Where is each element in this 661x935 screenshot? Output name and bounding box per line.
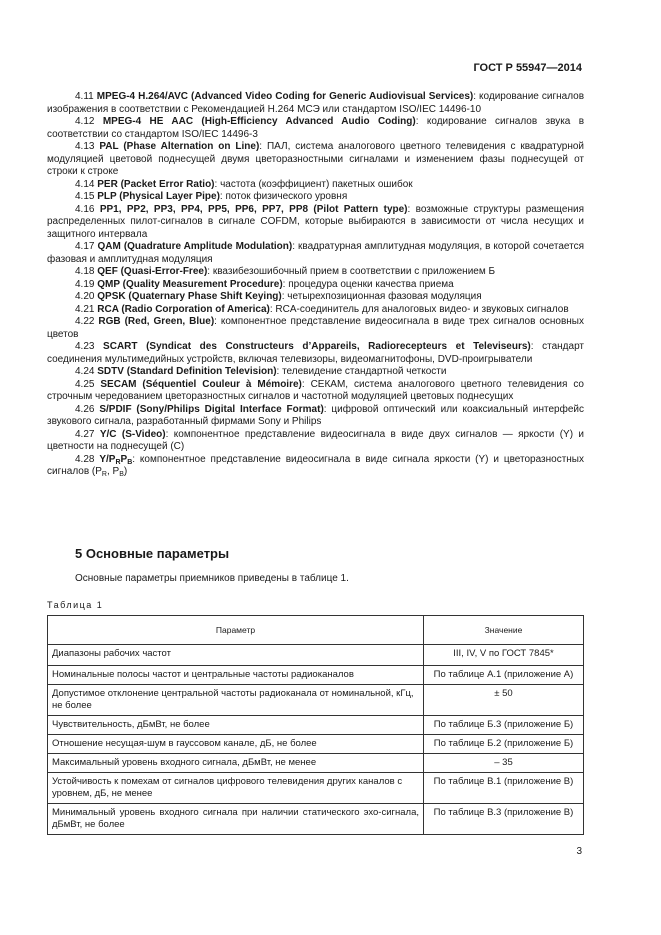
definition-item: 4.21 RCA (Radio Corporation of America): RCA-соединитель для аналоговых видео- и звуковых сигналов	[75, 303, 569, 315]
table-row	[48, 754, 584, 773]
document-code: ГОСТ Р 55947—2014	[473, 62, 582, 74]
table-caption: Таблица 1	[47, 600, 104, 610]
definition-item: 4.28 $Y/P_RP_B$: компонентное представление видеосигнала в виде сигнала яркости (Y) и цветоразностных сигналов ($P_R$, $P_B$)	[47, 453, 584, 478]
table-row	[48, 773, 584, 804]
table-row	[48, 685, 584, 716]
parameter-cell: Номинальные полосы частот и центральные частоты радиоканалов	[48, 666, 424, 685]
value-cell: III, IV, V по ГОСТ 7845*	[424, 645, 584, 666]
table-row	[48, 716, 584, 735]
section-heading: 5 Основные параметры	[75, 546, 230, 561]
definitions-list	[47, 91, 584, 479]
definition-item: 4.24 SDTV (Standard Definition Television): телевидение стандартной четкости	[75, 366, 447, 377]
value-cell: По таблице В.1 (приложение В)	[424, 773, 584, 804]
table-row	[48, 735, 584, 754]
parameter-cell: Отношение несущая-шум в гауссовом канале, дБ, не более	[48, 735, 424, 754]
value-cell: По таблице Б.2 (приложение Б)	[424, 735, 584, 754]
value-cell: По таблице Б.3 (приложение Б)	[424, 716, 584, 735]
definition-item: 4.19 QMP (Quality Measurement Procedure): процедура оценки качества приема	[75, 278, 454, 290]
definition-item: 4.16 PP1, PP2, PP3, PP4, PP5, PP6, PP7, PP8 (Pilot Pattern type): возможные структуры размещения распределенных пилот-сигналов в сигнале COFDM, которые выбираются в зависимости от числа несущих и защитного интервала	[47, 203, 584, 240]
definition-item: 4.27 Y/C (S-Video): компонентное представление видеосигнала в виде двух сигналов — яркости (Y) и цветности на поднесущей (С)	[47, 428, 585, 452]
table-header-row	[48, 616, 584, 645]
table-row	[48, 645, 584, 666]
definition-item: 4.17 QAM (Quadrature Amplitude Modulation): квадратурная амплитудная модуляция, в которой сочетается фазовая и амплитудная модуляция	[47, 241, 585, 265]
definition-item: 4.12 MPEG-4 HE AAC (High-Efficiency Advanced Audio Coding): кодирование сигналов звука в соответствии со стандартом ISO/IEC 14496-3	[47, 116, 585, 140]
definition-item: 4.13 PAL (Phase Alternation on Line): ПАЛ, система аналогового цветного телевидения с квадратурной модуляцией цветовой поднесущей двумя цветоразностными сигналами и изменением фазы поднесущей от строки к строке	[47, 141, 585, 177]
parameter-cell: Допустимое отклонение центральной частоты радиоканала от номинальной, кГц, не более	[48, 685, 424, 716]
value-cell: По таблице А.1 (приложение А)	[424, 666, 584, 685]
parameter-cell: Минимальный уровень входного сигнала при наличии статического эхо-сигнала, дБмВт, не более	[48, 804, 424, 835]
table-row	[48, 666, 584, 685]
definition-item: 4.22 RGB (Red, Green, Blue): компонентное представление видеосигнала в виде трех сигналов основных цветов	[47, 316, 584, 340]
parameter-cell: Чувствительность, дБмВт, не более	[48, 716, 424, 735]
definition-item: 4.18 QEF (Quasi-Error-Free): квазибезошибочный прием в соответствии с приложением Б	[75, 266, 496, 277]
value-cell: – 35	[424, 754, 584, 773]
table-row	[48, 804, 584, 835]
definition-item: 4.11 MPEG-4 H.264/AVC (Advanced Video Coding for Generic Audiovisual Services): кодирование сигналов изображения в соответствии с Рекомендацией H.264 МСЭ или стандартом ISO/IEC 14496-10	[47, 91, 585, 115]
parameter-cell: Диапазоны рабочих частот	[48, 645, 424, 666]
parameter-cell: Устойчивость к помехам от сигналов цифрового телевидения других каналов с уровнем, дБ, не менее	[48, 773, 424, 804]
column-header-value: Значение	[424, 616, 584, 645]
definition-item: 4.23 SCART (Syndicat des Constructeurs d’Appareils, Radiorecepteurs et Televiseurs): стандарт соединения мультимедийных устройств, включая телевизоры, видеомагнитофоны, DVD-проигрыватели	[47, 341, 584, 365]
value-cell: По таблице В.3 (приложение В)	[424, 804, 584, 835]
column-header-parameter: Параметр	[48, 616, 424, 645]
section-intro: Основные параметры приемников приведены в таблице 1.	[75, 573, 349, 584]
definition-item: 4.26 S/PDIF (Sony/Philips Digital Interface Format): цифровой оптический или коаксиальный интерфейс звукового сигнала, разработанный фирмами Sony и Philips	[47, 403, 584, 427]
definition-item: 4.15 PLP (Physical Layer Pipe): поток физического уровня	[75, 191, 348, 202]
definition-item: 4.25 SECAM (Séquentiel Couleur à Mémoire): СЕКАМ, система аналогового цветного телевидения со строчным чередованием цветоразностных сигналов и частотной модуляцией цветовых поднесущих	[47, 378, 584, 402]
parameters-table	[47, 615, 584, 835]
parameter-cell: Максимальный уровень входного сигнала, дБмВт, не менее	[48, 754, 424, 773]
definition-item: 4.20 QPSK (Quaternary Phase Shift Keying): четырехпозиционная фазовая модуляция	[75, 291, 482, 302]
definition-item: 4.14 PER (Packet Error Ratio): частота (коэффициент) пакетных ошибок	[75, 178, 413, 190]
value-cell: ± 50	[424, 685, 584, 716]
page-number: 3	[576, 846, 582, 857]
